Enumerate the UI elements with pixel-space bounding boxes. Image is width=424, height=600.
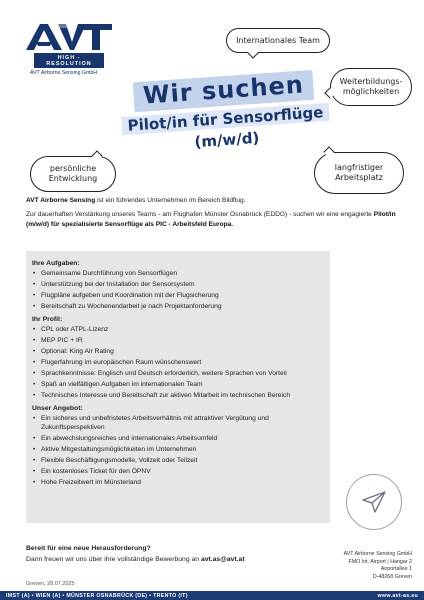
call-to-action <box>26 544 245 565</box>
avt-logo-icon <box>26 22 112 52</box>
bubble-long-term <box>314 152 404 194</box>
position-title-bold: Pilot/in (m/w/d) für spezialisierte Sensorflüge als PIC - Arbeitsfeld Europa. <box>26 210 396 228</box>
bubble-development <box>30 156 116 192</box>
list-item: • CPL oder ATPL-Lizenz <box>32 326 324 335</box>
headline <box>108 68 343 157</box>
intro-paragraph-1-rest: ist ein führendes Unternehmen im Bereich Bildflug. <box>95 197 246 204</box>
profile-list <box>32 326 324 401</box>
company-name-bold: AVT Airborne Sensing <box>26 197 96 204</box>
cta-question: Bereit für eine neue Herausforderung? <box>26 545 151 552</box>
intro-paragraph-1 <box>26 196 400 206</box>
list-item: • Flugerfahrung im europäischen Raum wünschenswert <box>32 359 324 368</box>
bubble-text: persönliche Entwicklung <box>48 164 98 183</box>
profile-heading: Ihr Profil: <box>32 315 63 323</box>
logo-tagline: HIGH - RESOLUTION <box>34 53 104 68</box>
paper-plane-svg <box>361 489 387 515</box>
list-item: • Flugpläne aufgeben und Koordination mit der Flugsicherung <box>32 292 324 301</box>
bubble-tail <box>91 150 102 161</box>
logo-company-name: AVT Airborne Sensing GmbH <box>30 70 97 76</box>
list-item: • Ein kostenloses Ticket für den ÖPNV <box>32 468 324 477</box>
list-item: • MEP PIC + IR <box>32 337 324 346</box>
company-address <box>344 551 412 582</box>
date-location: Greven, 28.07.2025 <box>26 581 75 587</box>
address-line: D-48268 Greven <box>372 574 412 581</box>
paper-plane-icon <box>346 474 402 530</box>
address-line: AVT Airborne Sensing GmbH <box>343 551 412 557</box>
address-line: FMO Int. Airport | Hangar 2 <box>348 558 412 565</box>
list-item: • Sprachkenntnisse: Englisch und Deutsch erforderlich, weitere Sprachen von Vorteil <box>32 370 324 379</box>
company-logo <box>26 22 116 76</box>
list-item: • Aktive Mitgestaltungsmöglichkeiten im Unternehmen <box>32 446 324 455</box>
list-item: • Hohe Freizeitwert im Münsterland <box>32 479 324 488</box>
footer-bar <box>0 591 424 600</box>
tasks-heading: Ihre Aufgaben: <box>32 260 80 267</box>
footer-locations: IMST (A) • WIEN (A) • MÜNSTER OSNABRÜCK (DE) • TRENTO (IT) <box>6 592 188 599</box>
job-details-box <box>26 251 330 523</box>
list-item: • Bereitschaft zu Wochenendarbeit je nach Projektanforderung <box>32 303 324 312</box>
address-line: Airportallee 1 <box>380 566 412 573</box>
bubble-training <box>330 68 412 106</box>
headline-line-2: Pilot/in für Sensorflüge <box>121 103 330 135</box>
intro-paragraph-2-start: Zur dauerhaften Verstärkung unseres Teams - am Flughafen Münster Osnabrück (EDDG) - suchen wir eine engagierte <box>26 210 374 218</box>
offer-list <box>32 415 324 488</box>
cta-text: Dann freuen wir uns über ihre vollständige Bewerbung an <box>26 555 201 563</box>
list-item: • Gemeinsame Durchführung von Sensorflügen <box>32 270 324 279</box>
footer-website-link[interactable]: www.avt-as.eu <box>377 592 418 599</box>
bubble-text: Weiterbildungs- möglichkeiten <box>339 77 403 96</box>
intro-text <box>26 196 400 234</box>
tasks-list <box>32 270 324 312</box>
bubble-text: Internationales Team <box>236 35 320 45</box>
list-item: • Ein sicheres und unbefristetes Arbeitsverhältnis mit attraktiver Vergütung und Zukunftsperspektiven <box>32 415 324 433</box>
headline-line-3: (m/w/d) <box>193 128 260 152</box>
email-link[interactable]: avt.as@avt.at <box>200 555 245 563</box>
list-item: • Technisches Interesse und Bereitschaft zur aktiven Mitarbeit im technischen Bereich <box>32 392 324 401</box>
list-item: • Flexible Beschäftigungsmodelle, Vollzeit oder Teilzeit <box>32 457 324 466</box>
intro-paragraph-2 <box>26 210 400 230</box>
bubble-international-team <box>226 28 330 53</box>
list-item: • Spaß an vielfältigen Aufgaben im internationalen Team <box>32 381 324 390</box>
headline-line-1: Wir suchen <box>132 70 315 113</box>
bubble-tail <box>247 47 258 58</box>
list-item: • Unterstützung bei der Installation der Sensorsystem <box>32 281 324 290</box>
list-item: • Optional: King Air Rating <box>32 348 324 357</box>
offer-heading: Unser Angebot: <box>32 404 83 412</box>
bubble-text: langfristiger Arbeitsplatz <box>334 163 384 182</box>
cta-line <box>26 555 245 566</box>
bubble-tail <box>323 146 334 157</box>
list-item: • Ein abwechslungsreiches und internationales Arbeitsumfeld <box>32 435 324 444</box>
